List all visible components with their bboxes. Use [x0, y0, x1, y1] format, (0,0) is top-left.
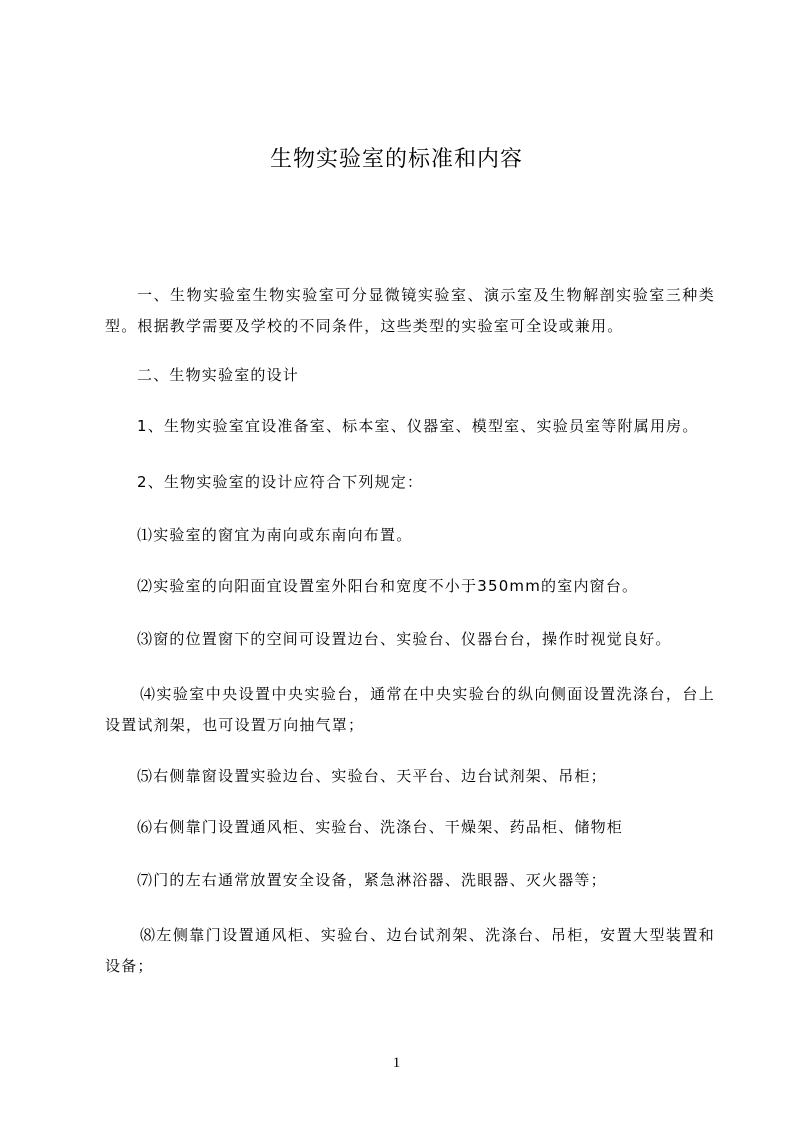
paragraph-sub-5: ⑸右侧靠窗设置实验边台、实验台、天平台、边台试剂架、吊柜；	[137, 767, 607, 785]
heading-lab-design: 二、生物实验室的设计	[137, 366, 300, 384]
page-number: 1	[392, 1055, 401, 1071]
paragraph-sub-8: ⑻左侧靠门设置通风柜、实验台、边台试剂架、洗涤台、吊柜，安置大型装置和设备；	[105, 926, 715, 975]
paragraph-item-1: 1、生物实验室宜设准备室、标本室、仪器室、模型室、实验员室等附属用房。	[137, 417, 699, 435]
paragraph-sub-6: ⑹右侧靠门设置通风柜、实验台、洗涤台、干燥架、药品柜、储物柜	[137, 818, 624, 836]
paragraph-sub-4: ⑷实验室中央设置中央实验台，通常在中央实验台的纵向侧面设置洗涤台，台上设置试剂架，也可设置万向抽气罩；	[105, 685, 715, 734]
paragraph-sub-2: ⑵实验室的向阳面宜设置室外阳台和宽度不小于350mm的室内窗台。	[137, 577, 639, 595]
paragraph-sub-1: ⑴实验室的窗宜为南向或东南向布置。	[137, 526, 413, 544]
paragraph-sub-7: ⑺门的左右通常放置安全设备，紧急淋浴器、洗眼器、灭火器等；	[137, 871, 607, 889]
document-title: 生物实验室的标准和内容	[269, 147, 523, 172]
paragraph-sub-3: ⑶窗的位置窗下的空间可设置边台、实验台、仪器台台，操作时视觉良好。	[137, 630, 672, 648]
paragraph-lab-types: 一、生物实验室生物实验室可分显微镜实验室、演示室及生物解剖实验室三种类型。根据教学需要及学校的不同条件，这些类型的实验室可全设或兼用。	[105, 286, 715, 335]
paragraph-item-2: 2、生物实验室的设计应符合下列规定：	[137, 473, 424, 491]
